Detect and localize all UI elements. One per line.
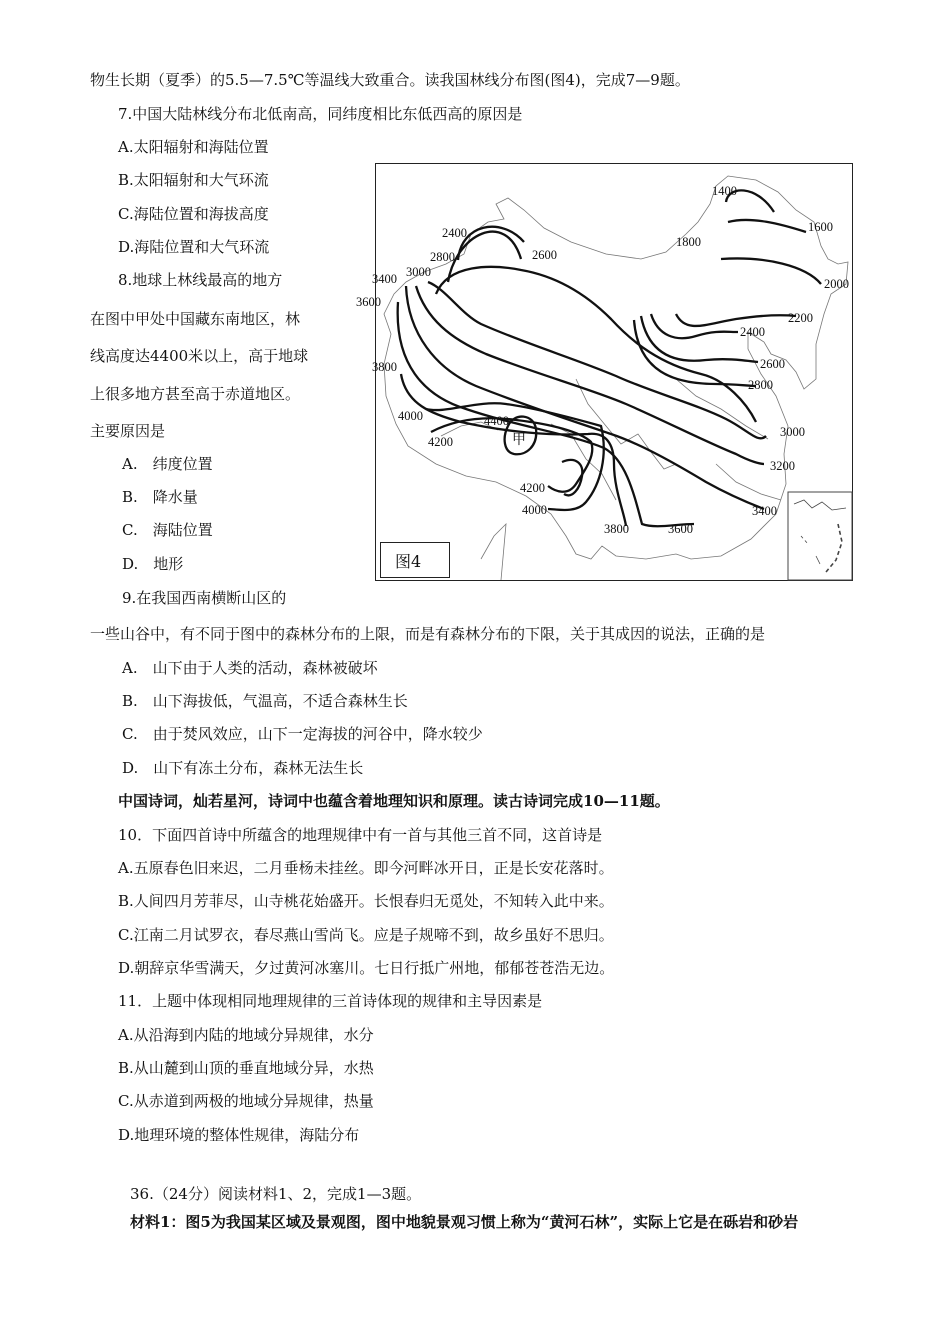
q8-option-d: D. 地形 <box>122 555 184 573</box>
q9-stem-line-1: 9.在我国西南横断山区的 <box>122 589 287 607</box>
label-3800-south: 3800 <box>604 522 629 536</box>
label-3000-east: 3000 <box>780 425 805 439</box>
isoline-labels <box>356 184 849 536</box>
label-4200-south: 4200 <box>520 481 545 495</box>
q8-stem-line-5: 主要原因是 <box>90 422 166 440</box>
isoline-2600-east <box>641 316 758 362</box>
label-2600-east: 2600 <box>760 357 785 371</box>
isolines <box>398 190 821 526</box>
q9-option-b: B. 山下海拔低，气温高，不适合森林生长 <box>122 692 408 710</box>
q9-option-d: D. 山下有冻土分布，森林无法生长 <box>122 759 364 777</box>
q11-stem: 11．上题中体现相同地理规律的三首诗体现的规律和主导因素是 <box>118 992 543 1010</box>
q9-option-c: C. 由于焚风效应，山下一定海拔的河谷中，降水较少 <box>122 725 483 743</box>
isoline-3200 <box>416 286 764 464</box>
q8-option-a: A. 纬度位置 <box>122 455 213 473</box>
label-2800-east: 2800 <box>748 378 773 392</box>
q11-option-c: C.从赤道到两极的地域分异规律，热量 <box>118 1092 374 1110</box>
q10-option-a: A.五原春色旧来迟，二月垂杨未挂丝。即今河畔冰开日，正是长安花落时。 <box>118 859 614 877</box>
q8-stem-line-3: 线高度达4400米以上，高于地球 <box>90 347 309 365</box>
label-2400-north: 2400 <box>442 226 467 240</box>
place-label-jia: 甲 <box>512 432 526 448</box>
inset-box <box>788 492 852 580</box>
poem-intro: 中国诗词，灿若星河，诗词中也蕴含着地理知识和原理。读古诗词完成10—11题。 <box>118 792 670 810</box>
q10-stem: 10．下面四首诗中所蕴含的地理规律中有一首与其他三首不同，这首诗是 <box>118 826 603 844</box>
q8-stem-line-1: 8.地球上林线最高的地方 <box>118 271 283 289</box>
q11-option-a: A.从沿海到内陆的地域分异规律，水分 <box>118 1026 374 1044</box>
label-4400: 4400 <box>484 414 509 428</box>
q11-option-d: D.地理环境的整体性规律，海陆分布 <box>118 1126 360 1144</box>
label-4000-south: 4000 <box>522 503 547 517</box>
label-3200: 3200 <box>770 459 795 473</box>
isoline-4200 <box>431 418 592 491</box>
q7-stem: 7.中国大陆林线分布北低南高，同纬度相比东低西高的原因是 <box>118 105 523 123</box>
q36-stem: 36.（24分）阅读材料1、2，完成1—3题。 <box>130 1185 422 1203</box>
q11-option-b: B.从山麓到山顶的垂直地域分异，水热 <box>118 1059 374 1077</box>
q7-option-c: C.海陆位置和海拔高度 <box>118 205 269 223</box>
q9-option-a: A. 山下由于人类的活动，森林被破坏 <box>122 659 378 677</box>
label-3000-north: 3000 <box>406 265 431 279</box>
province-border-5 <box>481 524 506 580</box>
label-3400-west: 3400 <box>372 272 397 286</box>
isoline-2800-north <box>436 267 756 422</box>
label-1800: 1800 <box>676 235 701 249</box>
label-4200-west: 4200 <box>428 435 453 449</box>
q36-material: 材料1：图5为我国某区域及景观图，图中地貌景观习惯上称为“黄河石林”，实际上它是在砾岩和砂岩 <box>130 1213 799 1231</box>
isoline-2200 <box>676 314 796 326</box>
label-2200: 2200 <box>788 311 813 325</box>
q7-option-b: B.太阳辐射和大气环流 <box>118 171 269 189</box>
label-1400: 1400 <box>712 184 737 198</box>
q8-stem-line-4: 上很多地方甚至高于赤道地区。 <box>90 385 301 403</box>
treeline-map-svg <box>356 164 852 580</box>
isoline-1800-2000 <box>721 258 821 284</box>
label-1600: 1600 <box>808 220 833 234</box>
q10-option-b: B.人间四月芳菲尽，山寺桃花始盛开。长恨春归无觅处，不知转入此中来。 <box>118 892 614 910</box>
label-3800-west: 3800 <box>372 360 397 374</box>
q7-option-a: A.太阳辐射和海陆位置 <box>118 138 269 156</box>
label-3400-east: 3400 <box>752 504 777 518</box>
isoline-1600 <box>728 220 806 232</box>
label-4000-west: 4000 <box>398 409 423 423</box>
label-3600-west: 3600 <box>356 295 381 309</box>
label-3600-south: 3600 <box>668 522 693 536</box>
q8-option-c: C. 海陆位置 <box>122 521 213 539</box>
intro-line: 物生长期（夏季）的5.5—7.5℃等温线大致重合。读我国林线分布图(图4)，完成7—9题。 <box>90 71 690 89</box>
label-2600-north: 2600 <box>532 248 557 262</box>
q10-option-d: D.朝辞京华雪满天，夕过黄河冰塞川。七日行抵广州地，郁郁苍苍浩无边。 <box>118 959 615 977</box>
label-2000: 2000 <box>824 277 849 291</box>
q7-option-d: D.海陆位置和大气环流 <box>118 238 270 256</box>
q9-stem-line-2: 一些山谷中，有不同于图中的森林分布的上限，而是有森林分布的下限，关于其成因的说法，正确的是 <box>90 625 766 643</box>
figure-label: 图4 <box>380 542 450 578</box>
label-2800-north: 2800 <box>430 250 455 264</box>
q10-option-c: C.江南二月试罗衣，春尽燕山雪尚飞。应是子规啼不到，故乡虽好不思归。 <box>118 926 614 944</box>
q8-stem-line-2: 在图中甲处中国藏东南地区，林 <box>90 310 301 328</box>
treeline-map <box>356 163 853 581</box>
q8-option-b: B. 降水量 <box>122 488 198 506</box>
label-2400-east: 2400 <box>740 325 765 339</box>
